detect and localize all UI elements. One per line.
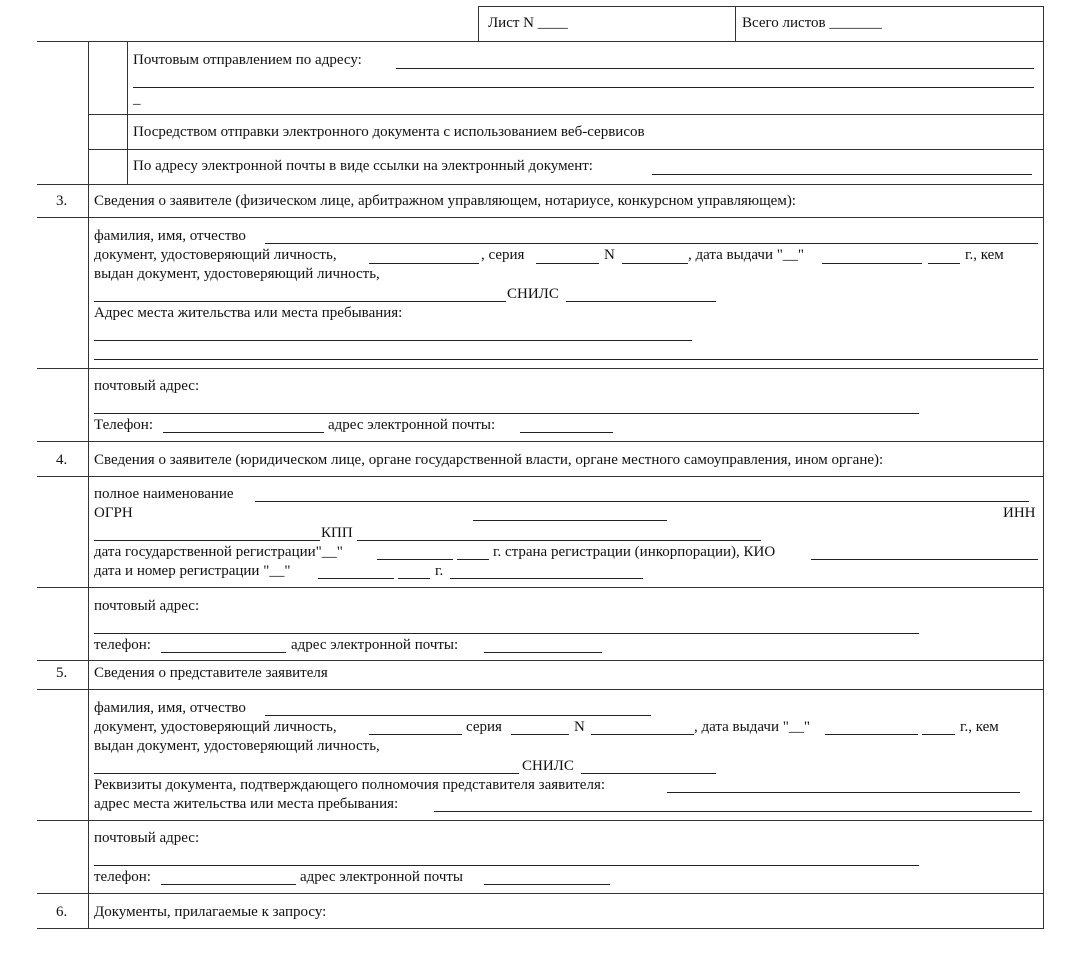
s5-snils-field[interactable]	[581, 773, 716, 774]
s5-series-label: серия	[466, 719, 502, 735]
s3-series-field[interactable]	[536, 263, 599, 264]
delivery-email-label: По адресу электронной почты в виде ссылки на электронный документ:	[133, 158, 593, 174]
s3-number-field[interactable]	[622, 263, 688, 264]
s4-country-label: г. страна регистрации (инкорпорации), КИО	[493, 544, 776, 560]
post-address-field[interactable]	[396, 68, 1034, 69]
s5-email-label: адрес электронной почты	[300, 869, 464, 885]
s4-postal-field[interactable]	[94, 633, 919, 634]
s5-issue-year-field[interactable]	[922, 734, 955, 735]
s5-issued-by-field[interactable]	[94, 773, 519, 774]
s4-regnum-month-field[interactable]	[318, 578, 394, 579]
s3-fio-field[interactable]	[265, 243, 1038, 244]
s5-requisites-field[interactable]	[667, 792, 1020, 793]
s5-requisites-label: Реквизиты документа, подтверждающего полномочия представителя заявителя:	[94, 777, 606, 793]
s4-regnum-g-label: г.	[435, 563, 444, 579]
s3-fio-label: фамилия, имя, отчество	[94, 228, 246, 244]
section-4-title: Сведения о заявителе (юридическом лице, органе государственной власти, органе местного самоуправления, ином органе):	[94, 452, 884, 468]
s3-issue-date-label: , дата выдачи "__"	[688, 247, 804, 263]
section-3-number: 3.	[56, 193, 68, 209]
s5-address-field[interactable]	[434, 811, 1032, 812]
s3-postal-label: почтовый адрес:	[94, 378, 200, 394]
section-6-number: 6.	[56, 904, 68, 920]
s4-regnum-label: дата и номер регистрации "__"	[94, 563, 291, 579]
s5-address-label: адрес места жительства или места пребывания:	[94, 796, 399, 812]
s5-postal-field[interactable]	[94, 865, 919, 866]
s3-postal-field[interactable]	[94, 413, 919, 414]
sheet-number-label: Лист N ____	[488, 15, 568, 31]
s4-kpp-label: КПП	[321, 525, 353, 541]
s4-country-field[interactable]	[811, 559, 1038, 560]
s4-inn-label: ИНН	[1003, 505, 1036, 521]
s5-phone-field[interactable]	[161, 884, 296, 885]
s3-issued-by-tail: г., кем	[965, 247, 1004, 263]
s3-address-field-2[interactable]	[94, 359, 1038, 360]
s3-snils-label: СНИЛС	[507, 286, 559, 302]
s5-issued-by-label: выдан документ, удостоверяющий личность,	[94, 738, 380, 754]
s3-issue-month-field[interactable]	[822, 263, 922, 264]
section-6-title: Документы, прилагаемые к запросу:	[94, 904, 327, 920]
s4-postal-label: почтовый адрес:	[94, 598, 200, 614]
s4-reg-year-field[interactable]	[457, 559, 489, 560]
s4-fullname-label: полное наименование	[94, 486, 234, 502]
s4-email-field[interactable]	[484, 652, 602, 653]
delivery-post-label: Почтовым отправлением по адресу:	[133, 52, 362, 68]
s3-snils-field[interactable]	[566, 301, 716, 302]
s3-phone-label: Телефон:	[94, 417, 153, 433]
s5-snils-label: СНИЛС	[522, 758, 574, 774]
delivery-email-field[interactable]	[652, 174, 1032, 175]
s3-email-label: адрес электронной почты:	[328, 417, 496, 433]
s5-phone-label: телефон:	[94, 869, 151, 885]
s4-regnum-field[interactable]	[450, 578, 643, 579]
s5-issued-by-tail: г., кем	[960, 719, 999, 735]
section-4-number: 4.	[56, 452, 68, 468]
s5-email-field[interactable]	[484, 884, 610, 885]
post-address-field-2[interactable]	[133, 87, 1034, 88]
s3-address-field[interactable]	[94, 340, 692, 341]
s4-ogrn-field[interactable]	[473, 520, 667, 521]
s3-email-field[interactable]	[520, 432, 613, 433]
s3-phone-field[interactable]	[163, 432, 324, 433]
s5-issue-date-label: , дата выдачи "__"	[694, 719, 810, 735]
s5-postal-label: почтовый адрес:	[94, 830, 200, 846]
s5-fio-label: фамилия, имя, отчество	[94, 700, 246, 716]
s4-kpp-field[interactable]	[357, 540, 761, 541]
s3-doc-type-field[interactable]	[369, 263, 479, 264]
post-address-tail: _	[133, 91, 141, 107]
s3-series-label: , серия	[481, 247, 525, 263]
s3-issued-by-label: выдан документ, удостоверяющий личность,	[94, 266, 380, 282]
s3-issue-year-field[interactable]	[928, 263, 960, 264]
s4-ogrn-label: ОГРН	[94, 505, 133, 521]
s3-address-label: Адрес места жительства или места пребывания:	[94, 305, 403, 321]
s3-doc-label: документ, удостоверяющий личность,	[94, 247, 337, 263]
total-sheets-label: Всего листов _______	[742, 15, 882, 31]
s4-email-label: адрес электронной почты:	[291, 637, 459, 653]
s4-reg-date-label: дата государственной регистрации"__"	[94, 544, 343, 560]
s5-issue-month-field[interactable]	[825, 734, 918, 735]
s3-number-label: N	[604, 247, 615, 263]
s4-inn-field[interactable]	[94, 540, 320, 541]
section-3-title: Сведения о заявителе (физическом лице, арбитражном управляющем, нотариусе, конкурсном управляющем):	[94, 193, 796, 209]
s4-phone-label: телефон:	[94, 637, 151, 653]
s4-regnum-year-field[interactable]	[398, 578, 430, 579]
s4-phone-field[interactable]	[161, 652, 286, 653]
s5-number-label: N	[574, 719, 585, 735]
s5-number-field[interactable]	[591, 734, 694, 735]
section-5-number: 5.	[56, 665, 68, 681]
s5-series-field[interactable]	[511, 734, 569, 735]
delivery-web-label: Посредством отправки электронного документа с использованием веб-сервисов	[133, 124, 645, 140]
s5-doc-label: документ, удостоверяющий личность,	[94, 719, 337, 735]
s5-doc-type-field[interactable]	[369, 734, 462, 735]
s3-issued-by-field[interactable]	[94, 301, 506, 302]
s5-fio-field[interactable]	[265, 715, 651, 716]
section-5-title: Сведения о представителе заявителя	[94, 665, 328, 681]
s4-fullname-field[interactable]	[255, 501, 1029, 502]
s4-reg-month-field[interactable]	[377, 559, 453, 560]
